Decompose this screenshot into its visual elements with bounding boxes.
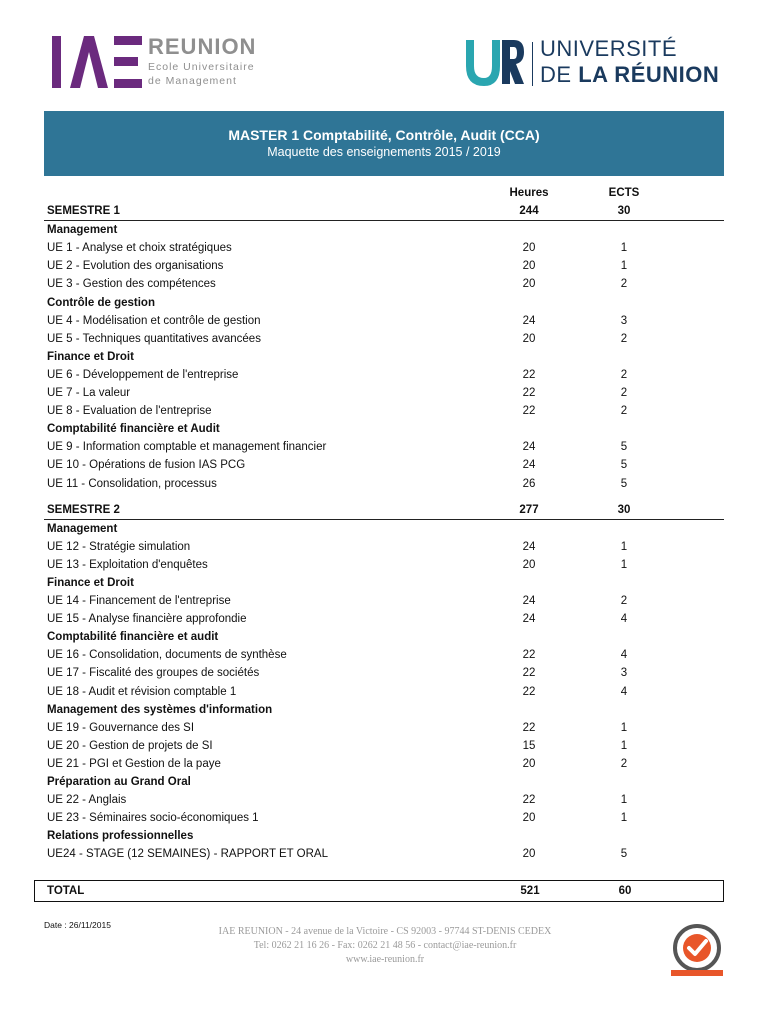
semester-2-row: SEMESTRE 2 277 30 (44, 501, 724, 520)
iae-logo (50, 34, 270, 96)
category-row: Comptabilité financière et Audit (47, 423, 220, 436)
table-row: UE 15 - Analyse financière approfondie 24 4 (47, 613, 628, 626)
iae-subtitle-line2: de Management (148, 75, 237, 87)
table-row: UE 20 - Gestion de projets de SI 15 1 (47, 739, 628, 752)
univ-line1: UNIVERSITÉ (540, 36, 678, 61)
table-row: UE 13 - Exploitation d'enquêtes 20 1 (47, 558, 628, 571)
table-row: UE 17 - Fiscalité des groupes de sociétés 22 3 (47, 667, 628, 680)
iae-name: REUNION (148, 34, 257, 59)
iae-subtitle-line1: Ecole Universitaire (148, 61, 255, 73)
table-row: UE 12 - Stratégie simulation 24 1 (47, 540, 628, 553)
category-row: Comptabilité financière et audit (47, 631, 219, 644)
category-row: Management des systèmes d'information (47, 703, 273, 716)
certification-badge-icon (667, 922, 727, 980)
table-row: UE 8 - Evaluation de l'entreprise 22 2 (47, 405, 628, 418)
table-row: UE 21 - PGI et Gestion de la paye 20 2 (47, 757, 628, 770)
column-header-row (44, 184, 724, 202)
title-banner (44, 111, 724, 176)
universite-reunion-logo (462, 36, 722, 92)
table-row: UE 14 - Financement de l'entreprise 24 2 (47, 595, 628, 608)
table-row: UE 2 - Evolution des organisations 20 1 (47, 260, 628, 273)
hours-column-header: Heures (509, 187, 549, 199)
table-row: UE 5 - Techniques quantitatives avancées 20 2 (47, 332, 628, 345)
category-row: Finance et Droit (47, 350, 134, 363)
table-row: UE 4 - Modélisation et contrôle de gestion 24 3 (47, 314, 628, 327)
table-row: UE 6 - Développement de l'entreprise 22 2 (47, 368, 628, 381)
curriculum-table (44, 184, 724, 863)
category-row: Contrôle de gestion (47, 296, 155, 309)
category-row: Préparation au Grand Oral (47, 776, 191, 788)
table-row: UE 3 - Gestion des compétences 20 2 (47, 278, 628, 291)
table-row: UE 19 - Gouvernance des SI 22 1 (47, 721, 628, 734)
table-row: UE 23 - Séminaires socio-économiques 1 20 1 (47, 812, 628, 825)
category-row: Finance et Droit (47, 576, 134, 589)
category-row: Management (47, 522, 118, 535)
category-row: Management (47, 224, 118, 237)
univ-line2: DE LA RÉUNION (540, 62, 720, 87)
table-row: UE 18 - Audit et révision comptable 1 22 4 (47, 685, 628, 698)
page-subtitle: Maquette des enseignements 2015 / 2019 (267, 145, 501, 159)
iae-logo-mark (50, 34, 142, 90)
table-row: UE24 - STAGE (12 SEMAINES) - RAPPORT ET ORAL 20 5 (47, 848, 628, 861)
table-row: UE 16 - Consolidation, documents de synthèse 22 4 (47, 649, 628, 662)
table-row: UE 7 - La valeur 22 2 (47, 387, 628, 400)
semester-1-row: SEMESTRE 1 244 30 (44, 202, 724, 221)
table-row: UE 9 - Information comptable et management financier 24 5 (47, 441, 628, 454)
footer-line2: Tel: 0262 21 16 26 - Fax: 0262 21 48 56 - contact@iae-reunion.fr (253, 940, 517, 951)
footer-address (150, 925, 620, 967)
document-date: Date : 26/11/2015 (44, 920, 111, 930)
footer-line1: IAE REUNION - 24 avenue de la Victoire - CS 92003 - 97744 ST-DENIS CEDEX (218, 926, 552, 937)
footer-website: www.iae-reunion.fr (345, 954, 425, 965)
table-row: UE 11 - Consolidation, processus 26 5 (47, 477, 628, 490)
table-row: UE 22 - Anglais 22 1 (47, 794, 628, 807)
ur-logo-mark (462, 36, 526, 88)
table-row: UE 1 - Analyse et choix stratégiques 20 1 (47, 242, 628, 255)
category-row: Relations professionnelles (47, 830, 194, 843)
total-row: TOTAL 521 60 (34, 880, 724, 902)
table-row: UE 10 - Opérations de fusion IAS PCG 24 5 (47, 459, 628, 472)
ects-column-header: ECTS (608, 187, 640, 199)
page-title: MASTER 1 Comptabilité, Contrôle, Audit (CCA) (228, 127, 540, 143)
